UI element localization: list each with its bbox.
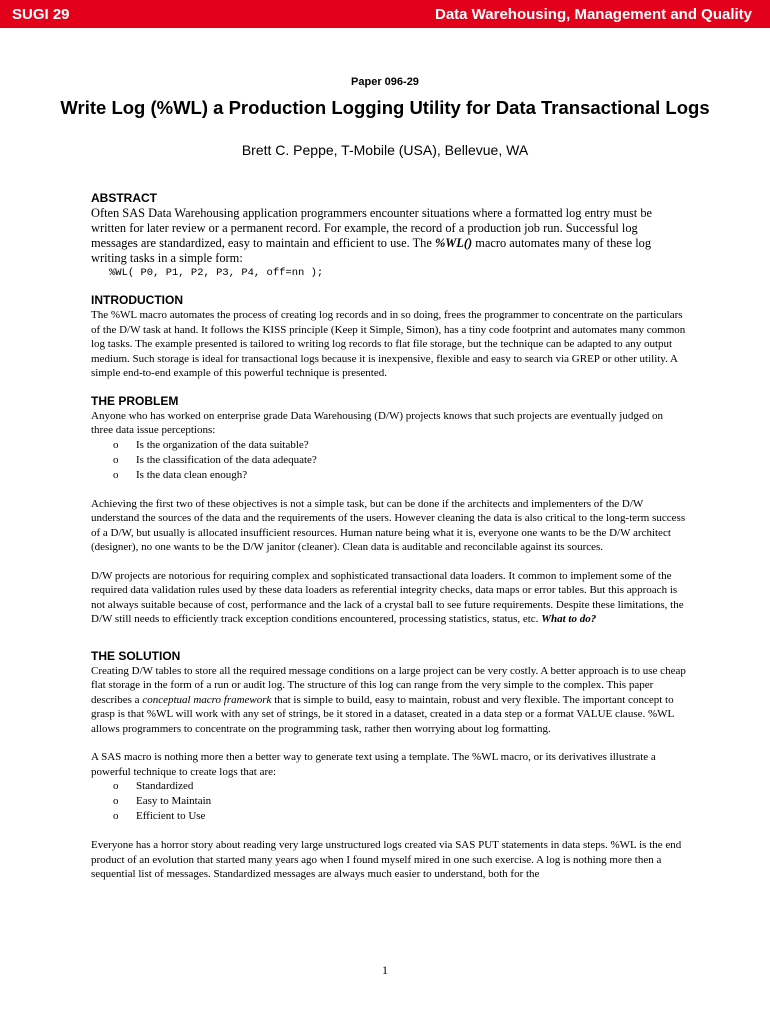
bullet-icon: o (113, 453, 119, 466)
bullet-icon: o (113, 468, 119, 481)
list-item (113, 438, 686, 453)
list-item (113, 809, 686, 824)
solution-paragraph-1 (91, 664, 686, 737)
problem-section (91, 394, 686, 627)
abstract-text-end: macro automates many of these log writing tasks in a simple form: (91, 236, 652, 265)
bullet-icon: o (113, 438, 119, 451)
list-item (113, 779, 686, 794)
list-item (113, 468, 686, 483)
paper-number: Paper 096-29 (351, 76, 419, 88)
track-label: Data Warehousing, Management and Quality (435, 6, 752, 23)
solution-text-a: Creating D/W tables to store all the required message conditions on a large project can be very costly. A better approach is to use cheap flat storage in the form of a run or audit log. The structure of this log can range from the very simple to the complex. This paper describes a (91, 664, 686, 706)
solution-text-b: that is simple to build, easy to maintain, robust and very flexible. The important concept to grasp is that %WL will work with any set of strings, be it stored in a dataset, created in a data step or a format VALUE clause. %WL allows programmers to concentrate on the programming task, rather then worrying about log formatting. (91, 693, 674, 735)
introduction-heading: INTRODUCTION (91, 293, 183, 307)
problem-heading: THE PROBLEM (91, 393, 179, 408)
list-item-text: Standardized (136, 780, 194, 792)
list-item-text: Efficient to Use (136, 810, 206, 822)
list-item-text: Easy to Maintain (136, 795, 212, 807)
concept-emphasis: conceptual macro framework (142, 693, 272, 706)
paper-title: Write Log (%WL) a Production Logging Utility for Data Transactional Logs (60, 97, 710, 118)
problem-paragraph-2: Achieving the first two of these objectives is not a simple task, but can be done if the architects and implementers of the D/W understand the sources of the data and the requirements of the users. However cleaning the data is also critical to the long-term success of a D/W, but usually is allocated insufficient resources. Human nature being what it is, everyone one wants to be the D/W architect (designer), no one wants to be the D/W janitor (cleaner). Clean data is auditable and reconcilable against its sources. (91, 497, 686, 553)
solution-heading: THE SOLUTION (91, 648, 181, 663)
solution-paragraph-3: Everyone has a horror story about reading very large unstructured logs created via SAS PUT statements in data steps. %WL is the end product of an evolution that started many years ago when I found myself mired in one such exercise. A log is nothing more then a sequential list of messages. Standardized messages are always much easier to understand, both for the (91, 839, 682, 880)
list-item (113, 453, 686, 468)
bullet-icon: o (113, 795, 119, 807)
list-item (113, 794, 686, 809)
bullet-icon: o (113, 810, 119, 822)
paper-body (91, 191, 686, 882)
solution-bullet-list (91, 779, 686, 824)
problem-paragraph-3-text: D/W projects are notorious for requiring complex and sophisticated transactional data loaders. It common to implement some of the required data validation rules used by these data loaders as referential integrity checks, data maps or error tables. But this approach is not always suitable because of cost, performance and the lack of a crystal ball to see future requirements. Despite these limitations, the D/W still needs to efficiently track exception conditions encountered, processing statistics, status, etc. (91, 569, 684, 625)
introduction-paragraph: The %WL macro automates the process of creating log records and in so doing, frees the programmer to concentrate on the particulars of the D/W task at hand. It follows the KISS principle (Keep it Simple, Simon), has a tiny code footprint and automates many common log tasks. The example presented is tailored to writing log records to flat file storage, but the technique can be adapted to any output medium. Such storage is ideal for transactional logs because it is inexpensive, flexible and easy to search via GREP or other utility. A simple end-to-end example of this powerful technique is presented. (91, 309, 686, 379)
list-item-text: Is the classification of the data adequate? (136, 453, 317, 466)
problem-intro: Anyone who has worked on enterprise grade Data Warehousing (D/W) projects knows that such projects are eventually judged on three data issue perceptions: (91, 409, 663, 436)
what-to-do-emphasis: What to do? (541, 613, 597, 625)
abstract-paragraph (91, 206, 686, 266)
solution-section (91, 649, 686, 882)
page-number: 1 (382, 963, 388, 977)
problem-paragraph-3 (91, 569, 686, 627)
introduction-section (91, 293, 686, 381)
list-item-text: Is the organization of the data suitable? (136, 438, 309, 451)
bullet-icon: o (113, 780, 119, 792)
conference-banner (0, 0, 770, 28)
macro-name: %WL() (434, 236, 473, 250)
list-item-text: Is the data clean enough? (136, 468, 248, 481)
abstract-section (91, 191, 686, 280)
problem-bullet-list (91, 438, 686, 483)
abstract-text-start: Often SAS Data Warehousing application programmers encounter situations where a formatted log entry must be written for later review or a permanent record. For example, the record of a production job run. Successful log messages are standardized, easy to maintain and efficient to use. The (91, 206, 653, 250)
abstract-heading: ABSTRACT (91, 191, 157, 205)
conference-label: SUGI 29 (12, 6, 70, 23)
author-line: Brett C. Peppe, T-Mobile (USA), Bellevue, WA (241, 142, 529, 158)
solution-paragraph-2: A SAS macro is nothing more then a better way to generate text using a template. The %WL macro, or its derivatives illustrate a powerful technique to create logs that are: (91, 751, 656, 778)
code-snippet: %WL( P0, P1, P2, P3, P4, off=nn ); (109, 267, 324, 279)
